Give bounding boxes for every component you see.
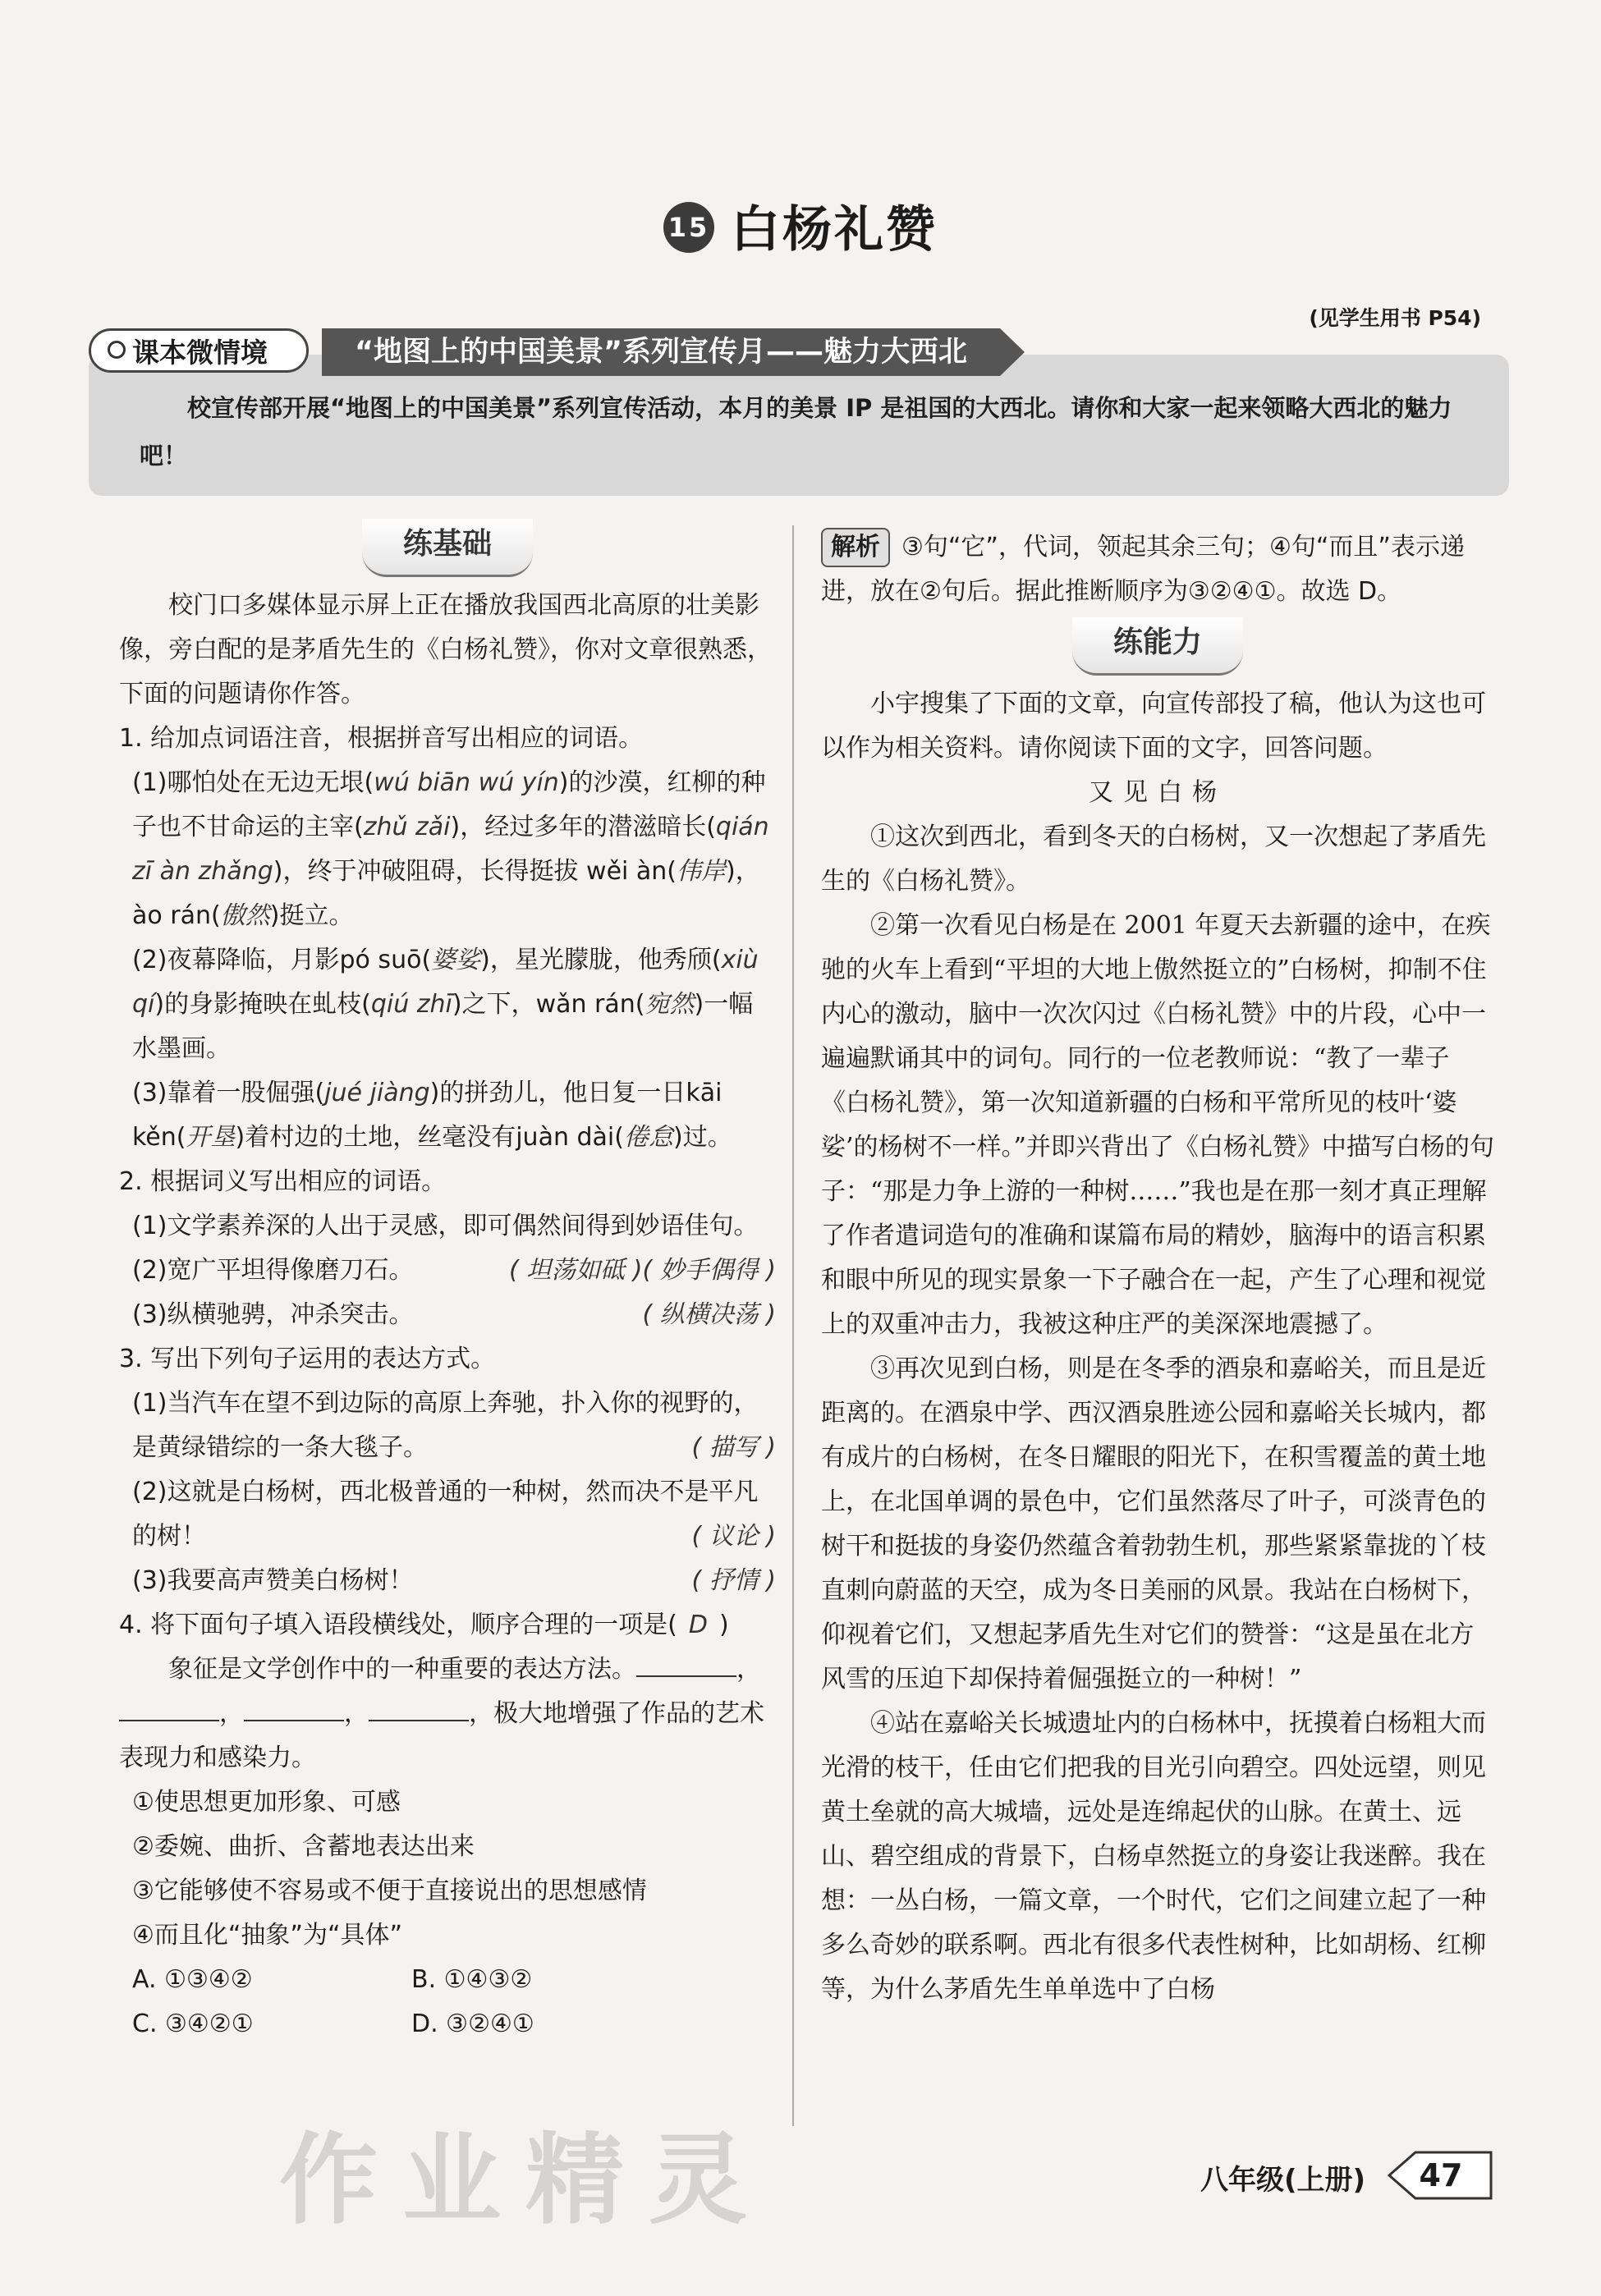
analysis: 解析 ③句“它”，代词，领起其余三句；④句“而且”表示递进，放在②句后。据此推断顺序为③②④①。故选 D。 bbox=[821, 525, 1494, 614]
option-d: D. ③②④① bbox=[411, 2010, 534, 2038]
page-number-badge bbox=[1388, 2149, 1494, 2202]
context-tag: 课本微情境 bbox=[89, 328, 309, 373]
q4-sentence-3: ③它能够使不容易或不便于直接说出的思想感情 bbox=[132, 1877, 647, 1905]
story-paragraph-1: ①这次到西北，看到冬天的白杨树，又一次想起了茅盾先生的《白杨礼赞》。 bbox=[821, 823, 1486, 896]
footer-grade: 八年级(上册) bbox=[1200, 2164, 1366, 2197]
q2-item-1: (1)文学素养深的人出于灵感，即可偶然间得到妙语佳句。 ( 妙手偶得 ) bbox=[132, 1212, 776, 1285]
q1-part3: (3)靠着一股倔强(jué jiàng)的拼劲儿，他日复一日kāi kěn(开垦)着村边的土地，丝毫没有juàn dài(倦怠)过。 bbox=[132, 1079, 732, 1152]
q3-item-1: (1)当汽车在望不到边际的高原上奔驰，扑入你的视野的，是黄绿错综的一条大毯子。 ( 描写 ) bbox=[132, 1389, 776, 1462]
lesson-title-text: 白杨礼赞 bbox=[731, 201, 938, 259]
q4-sentence-1: ①使思想更加形象、可感 bbox=[132, 1788, 401, 1817]
option-a: A. ①③④② bbox=[132, 1965, 253, 1994]
q1-stem: 1. 给加点词语注音，根据拼音写出相应的词语。 bbox=[119, 724, 644, 753]
q4-sentence-4: ④而且化“抽象”为“具体” bbox=[132, 1921, 403, 1950]
q4-stem: 4. 将下面句子填入语段横线处，顺序合理的一项是( D ) bbox=[119, 1611, 729, 1639]
student-book-reference: (见学生用书 P54) bbox=[1309, 306, 1481, 330]
q3-item-2: (2)这就是白杨树，西北极普通的一种树，然而决不是平凡的树！ ( 议论 ) bbox=[132, 1478, 776, 1551]
q3-item-3: (3)我要高声赞美白杨树！ ( 抒情 ) bbox=[132, 1566, 776, 1595]
page-number: 47 bbox=[1419, 2157, 1463, 2193]
basic-intro: 校门口多媒体显示屏上正在播放我国西北高原的壮美影像，旁白配的是茅盾先生的《白杨礼赞》，你对文章很熟悉，下面的问题请你作答。 bbox=[119, 591, 772, 708]
option-c: C. ③④②① bbox=[132, 2010, 254, 2038]
watermark: 作业精灵 bbox=[279, 2124, 772, 2238]
story-paragraph-4: ④站在嘉峪关长城遗址内的白杨林中，抚摸着白杨粗大而光滑的枝干，任由它们把我的目光引向碧空。四处远望，则见黄土垒就的高大城墙，远处是连绵起伏的山脉。在黄土、远山、碧空组成的背景下，白杨卓然挺立的身姿让我迷醉。我在想：一丛白杨，一篇文章，一个时代，它们之间建立起了一种多么奇妙的联系啊。西北有很多代表性树种，比如胡杨、红柳等，为什么茅盾先生单单选中了白杨 bbox=[821, 1709, 1486, 2004]
ability-intro: 小宇搜集了下面的文章，向宣传部投了稿，他认为这也可以作为相关资料。请你阅读下面的文字，回答问题。 bbox=[821, 690, 1486, 763]
left-column bbox=[119, 519, 776, 2046]
story-paragraph-3: ③再次见到白杨，则是在冬季的酒泉和嘉峪关，而且是近距离的。在酒泉中学、西汉酒泉胜迹公园和嘉峪关长城内，都有成片的白杨树，在冬日耀眼的阳光下，在积雪覆盖的黄土地上，在北国单调的景色中，它们虽然落尽了叶子，可淡青色的树干和挺拔的身姿仍然蕴含着勃勃生机，那些紧紧靠拢的丫枝直刺向蔚蓝的天空，成为冬日美丽的风景。我站在白杨树下，仰视着它们，又想起茅盾先生对它们的赞誉：“这是虽在北方风雪的压迫下却保持着倔强挺立的一种树！” bbox=[821, 1354, 1486, 1693]
right-column bbox=[821, 525, 1494, 2012]
search-icon bbox=[108, 341, 126, 359]
analysis-label: 解析 bbox=[821, 528, 890, 567]
option-b: B. ①④③② bbox=[411, 1965, 533, 1994]
q2-stem: 2. 根据词义写出相应的词语。 bbox=[119, 1167, 447, 1196]
q4-sentence-2: ②委婉、曲折、含蓄地表达出来 bbox=[132, 1832, 475, 1861]
q2-item-3: (3)纵横驰骋，冲杀突击。 ( 纵横决荡 ) bbox=[132, 1300, 776, 1329]
story-title: 又见白杨 bbox=[1089, 778, 1227, 807]
q4-options-row1 bbox=[119, 1958, 776, 2002]
q1-part1: (1)哪怕处在无边无垠(wú biān wú yín)的沙漠，红柳的种子也不甘命运的主宰(zhǔ zǎi)，经过多年的潜滋暗长(qián zī àn zhǎng)，终于冲破阻碍，长得挺拔 wěi àn(伟岸)，ào rán(傲然)挺立。 bbox=[132, 768, 769, 930]
q3-stem: 3. 写出下列句子运用的表达方式。 bbox=[119, 1345, 496, 1373]
context-text: 校宣传部开展“地图上的中国美景”系列宣传活动，本月的美景 IP 是祖国的大西北。请你和大家一起来领略大西北的魅力吧！ bbox=[140, 394, 1452, 470]
page-title bbox=[0, 190, 1601, 261]
q4-paragraph: 象征是文学创作中的一种重要的表达方法。 ，， ， ，极大地增强了作品的艺术表现力和感染力。 bbox=[119, 1655, 764, 1772]
section-ability-heading: 练能力 bbox=[821, 617, 1494, 676]
story-paragraph-2: ②第一次看见白杨是在 2001 年夏天去新疆的途中，在疾驰的火车上看到“平坦的大地上傲然挺立的”白杨树，抑制不住内心的激动，脑中一次次闪过《白杨礼赞》中的片段，心中一遍遍默诵其中的词句。同行的一位老教师说：“教了一辈子《白杨礼赞》，第一次知道新疆的白杨和平常所见的枝叶‘婆娑’的杨树不一样。”并即兴背出了《白杨礼赞》中描写白杨的句子：“那是力争上游的一种树……”我也是在那一刻才真正理解了作者遣词造句的准确和谋篇布局的精妙，脑海中的语言积累和眼中所见的现实景象一下子融合在一起，产生了心理和视觉上的双重冲击力，我被这种庄严的美深深地震撼了。 bbox=[821, 911, 1494, 1339]
context-banner-title: “地图上的中国美景”系列宣传月——魅力大西北 bbox=[322, 328, 1000, 376]
column-divider bbox=[792, 525, 794, 2126]
section-basic-heading: 练基础 bbox=[119, 519, 776, 577]
lesson-number-badge: 15 bbox=[663, 202, 714, 253]
q4-options-row2 bbox=[119, 2002, 776, 2046]
q1-part2: (2)夜幕降临，月影pó suō(婆娑)，星光朦胧，他秀颀(xiù qí)的身影掩映在虬枝(qiú zhī)之下，wǎn rán(宛然)一幅水墨画。 bbox=[132, 946, 759, 1063]
q2-item-2: (2)宽广平坦得像磨刀石。 ( 坦荡如砥 ) bbox=[132, 1256, 643, 1285]
story-body bbox=[821, 815, 1494, 2012]
